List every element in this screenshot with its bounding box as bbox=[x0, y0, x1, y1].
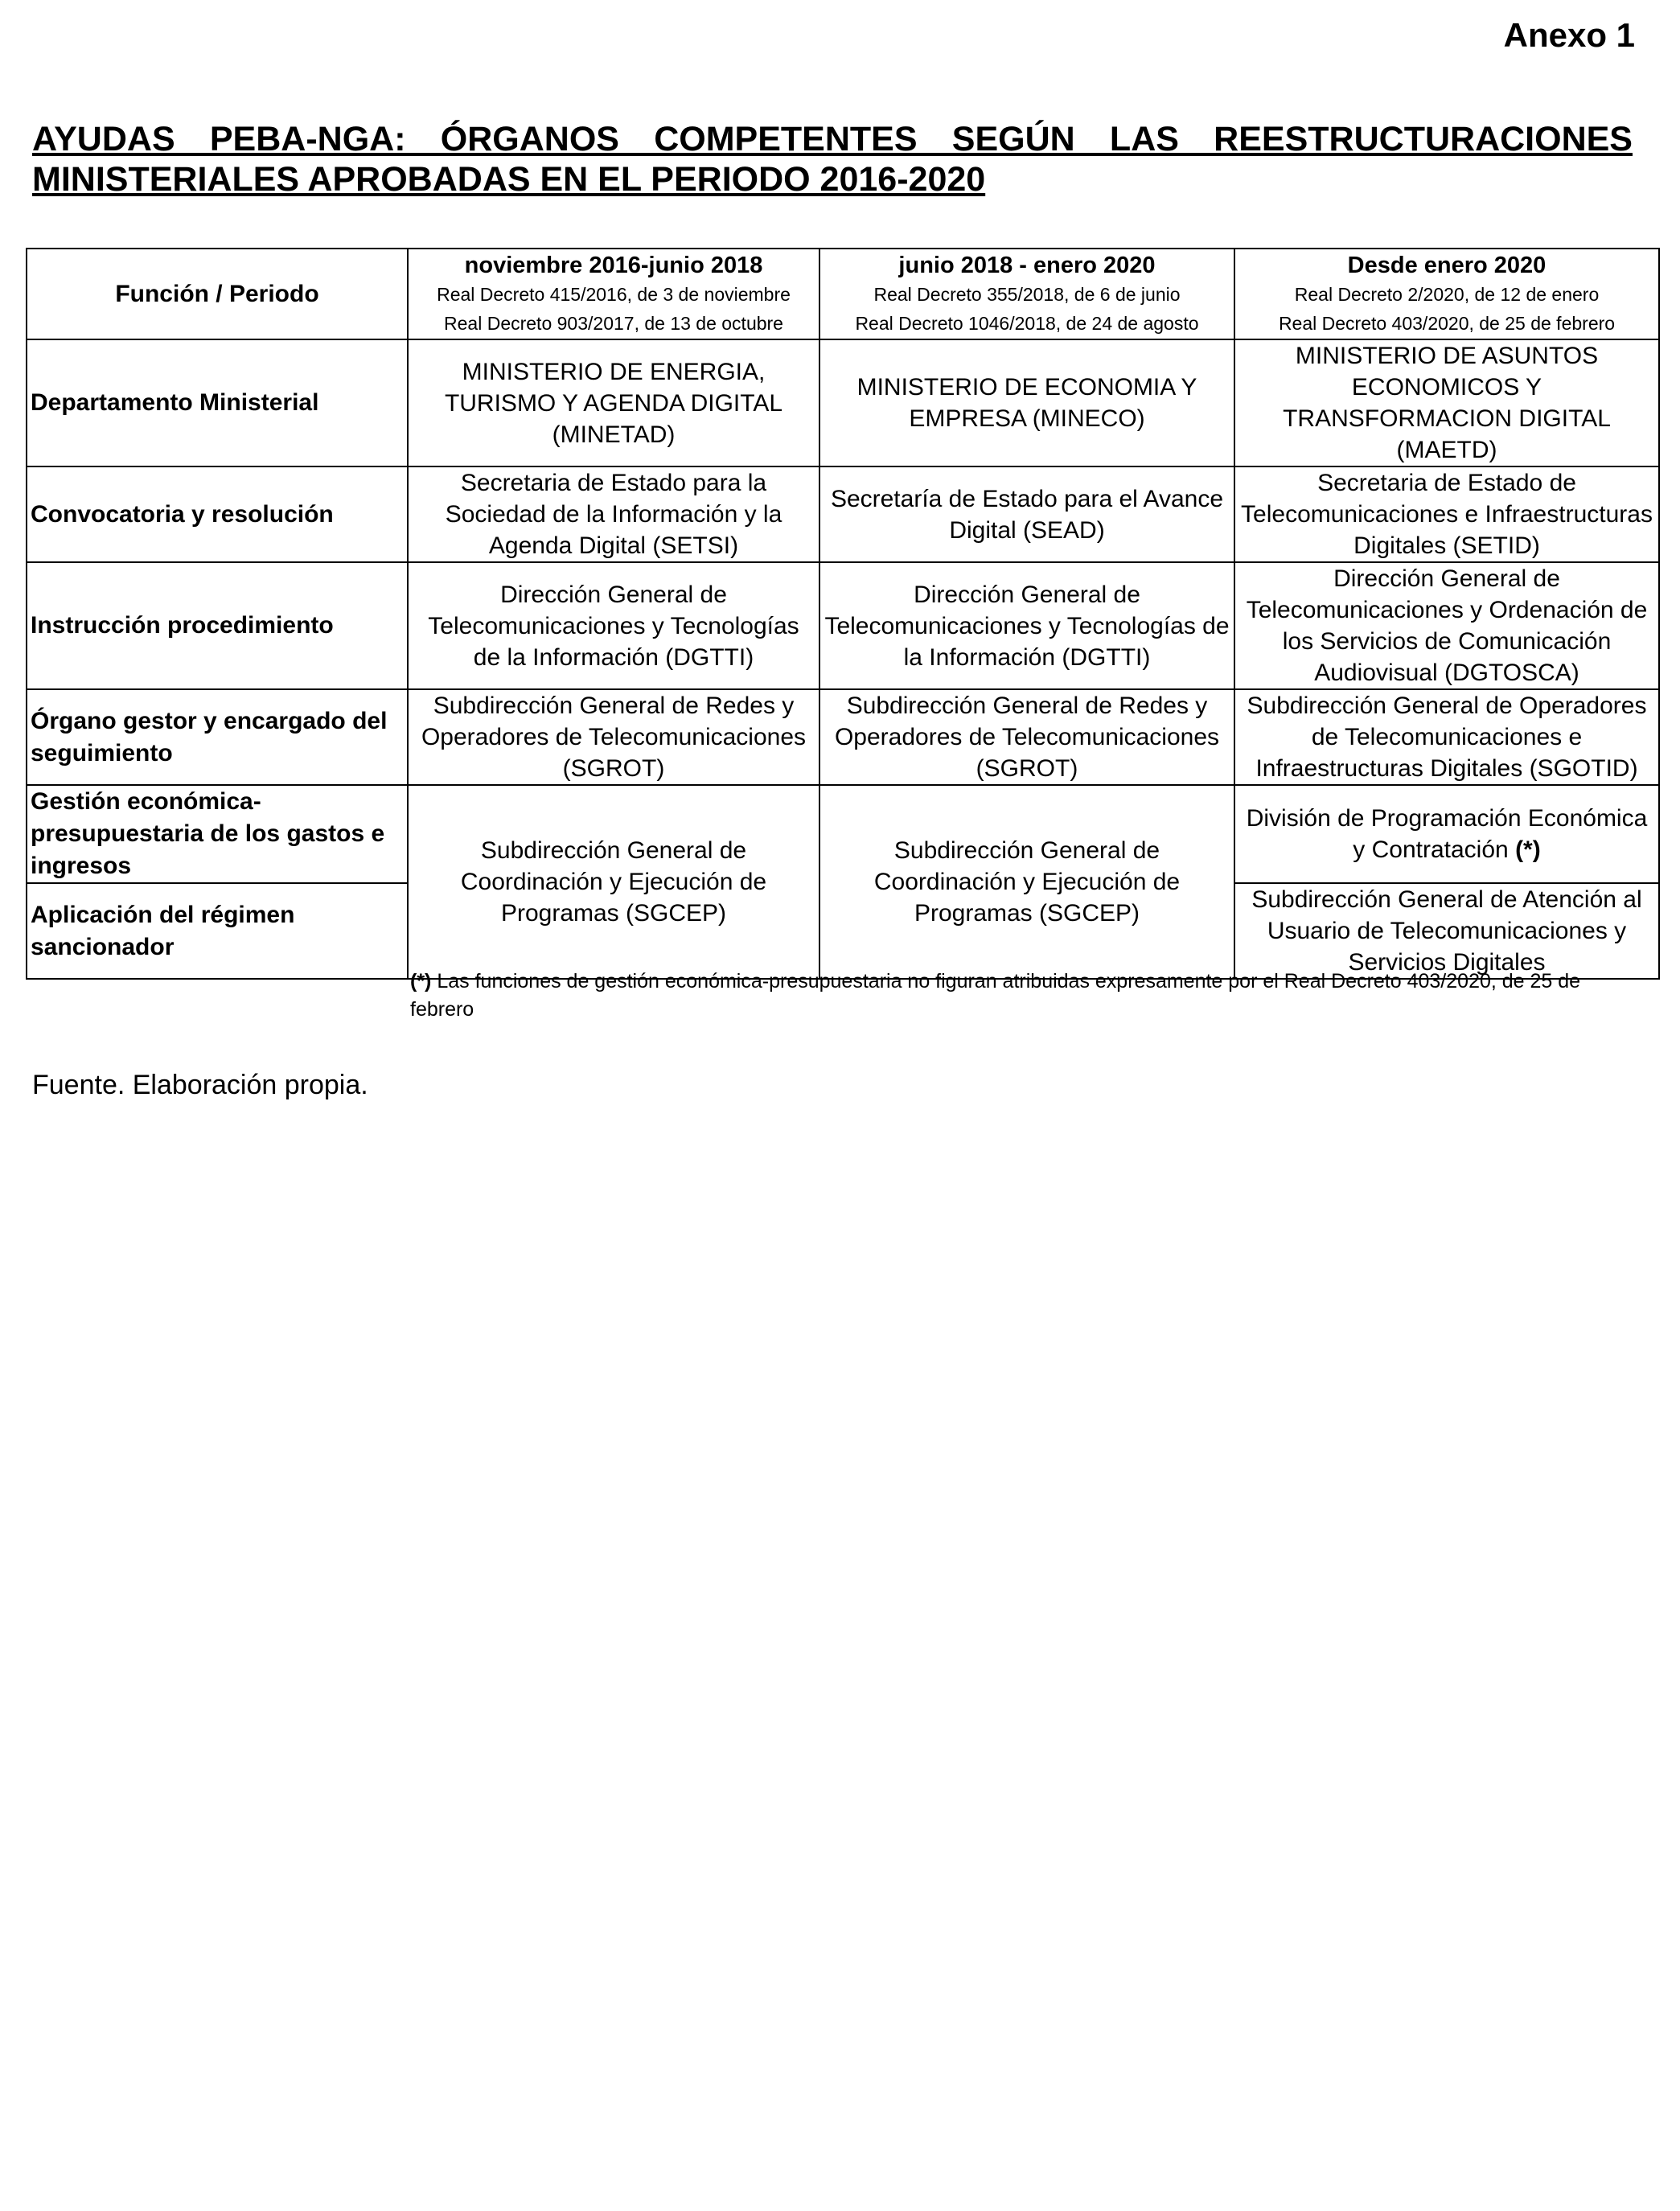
row-function: Convocatoria y resolución bbox=[27, 466, 408, 562]
row-function: Gestión económica-presupuestaria de los gastos e ingresos bbox=[27, 785, 408, 883]
footnote-mark: (*) bbox=[1515, 836, 1541, 863]
table-header-row bbox=[27, 249, 1659, 339]
header-period-3 bbox=[1234, 249, 1659, 339]
period-decree: Real Decreto 903/2017, de 13 de octubre bbox=[444, 312, 783, 334]
row-function: Instrucción procedimiento bbox=[27, 562, 408, 689]
footnote-mark: (*) bbox=[410, 970, 432, 992]
row-function: Departamento Ministerial bbox=[27, 339, 408, 466]
period-decree: Real Decreto 415/2016, de 3 de noviembre bbox=[437, 283, 791, 305]
table-cell: Subdirección General de Redes y Operadores de Telecomunicaciones (SGROT) bbox=[408, 689, 819, 785]
table-cell: Dirección General de Telecomunicaciones y Tecnologías de la Información (DGTTI) bbox=[408, 562, 819, 689]
footnote bbox=[410, 968, 1645, 1024]
table-cell: Subdirección General de Coordinación y Ejecución de Programas (SGCEP) bbox=[819, 785, 1234, 979]
table-cell: MINISTERIO DE ECONOMIA Y EMPRESA (MINECO) bbox=[819, 339, 1234, 466]
table-cell: MINISTERIO DE ENERGIA, TURISMO Y AGENDA DIGITAL (MINETAD) bbox=[408, 339, 819, 466]
table-cell: Secretaría de Estado para el Avance Digital (SEAD) bbox=[819, 466, 1234, 562]
table-cell bbox=[1234, 785, 1659, 883]
table-row bbox=[27, 466, 1659, 562]
period-decree: Real Decreto 403/2020, de 25 de febrero bbox=[1278, 312, 1616, 334]
table-cell: Dirección General de Telecomunicaciones y Tecnologías de la Información (DGTTI) bbox=[819, 562, 1234, 689]
row-function: Órgano gestor y encargado del seguimiento bbox=[27, 689, 408, 785]
footnote-text: Las funciones de gestión económica-presupuestaria no figuran atribuidas expresamente por el Real Decreto 403/2020, de 25 de febrero bbox=[410, 970, 1581, 1021]
period-decree: Real Decreto 1046/2018, de 24 de agosto bbox=[855, 312, 1199, 334]
row-function: Aplicación del régimen sancionador bbox=[27, 883, 408, 979]
header-period-2 bbox=[819, 249, 1234, 339]
page-title: AYUDAS PEBA-NGA: ÓRGANOS COMPETENTES SEGÚN LAS REESTRUCTURACIONES MINISTERIALES APROBADAS EN EL PERIODO 2016-2020 bbox=[32, 120, 1633, 199]
period-title: junio 2018 - enero 2020 bbox=[898, 252, 1156, 278]
table-cell: Subdirección General de Atención al Usuario de Telecomunicaciones y Servicios Digitales bbox=[1234, 883, 1659, 979]
table-row bbox=[27, 785, 1659, 883]
table-cell: Subdirección General de Redes y Operadores de Telecomunicaciones (SGROT) bbox=[819, 689, 1234, 785]
table-cell: Dirección General de Telecomunicaciones y Ordenación de los Servicios de Comunicación Audiovisual (DGTOSCA) bbox=[1234, 562, 1659, 689]
table-cell: Secretaria de Estado para la Sociedad de la Información y la Agenda Digital (SETSI) bbox=[408, 466, 819, 562]
table-row bbox=[27, 562, 1659, 689]
table-cell: Subdirección General de Coordinación y Ejecución de Programas (SGCEP) bbox=[408, 785, 819, 979]
competent-bodies-table bbox=[26, 248, 1660, 980]
table-cell: Subdirección General de Operadores de Telecomunicaciones e Infraestructuras Digitales (SGOTID) bbox=[1234, 689, 1659, 785]
period-decree: Real Decreto 355/2018, de 6 de junio bbox=[873, 283, 1181, 305]
table-cell: Secretaria de Estado de Telecomunicaciones e Infraestructuras Digitales (SETID) bbox=[1234, 466, 1659, 562]
period-title: noviembre 2016-junio 2018 bbox=[464, 252, 763, 278]
source-note: Fuente. Elaboración propia. bbox=[32, 1070, 368, 1100]
header-function-period: Función / Periodo bbox=[27, 249, 408, 339]
table-cell: MINISTERIO DE ASUNTOS ECONOMICOS Y TRANSFORMACION DIGITAL (MAETD) bbox=[1234, 339, 1659, 466]
table-row bbox=[27, 689, 1659, 785]
header-period-1 bbox=[408, 249, 819, 339]
cell-text: División de Programación Económica y Contratación bbox=[1246, 805, 1648, 863]
annex-label: Anexo 1 bbox=[1503, 16, 1635, 54]
period-decree: Real Decreto 2/2020, de 12 de enero bbox=[1294, 283, 1600, 305]
period-title: Desde enero 2020 bbox=[1347, 252, 1547, 278]
table-row bbox=[27, 339, 1659, 466]
